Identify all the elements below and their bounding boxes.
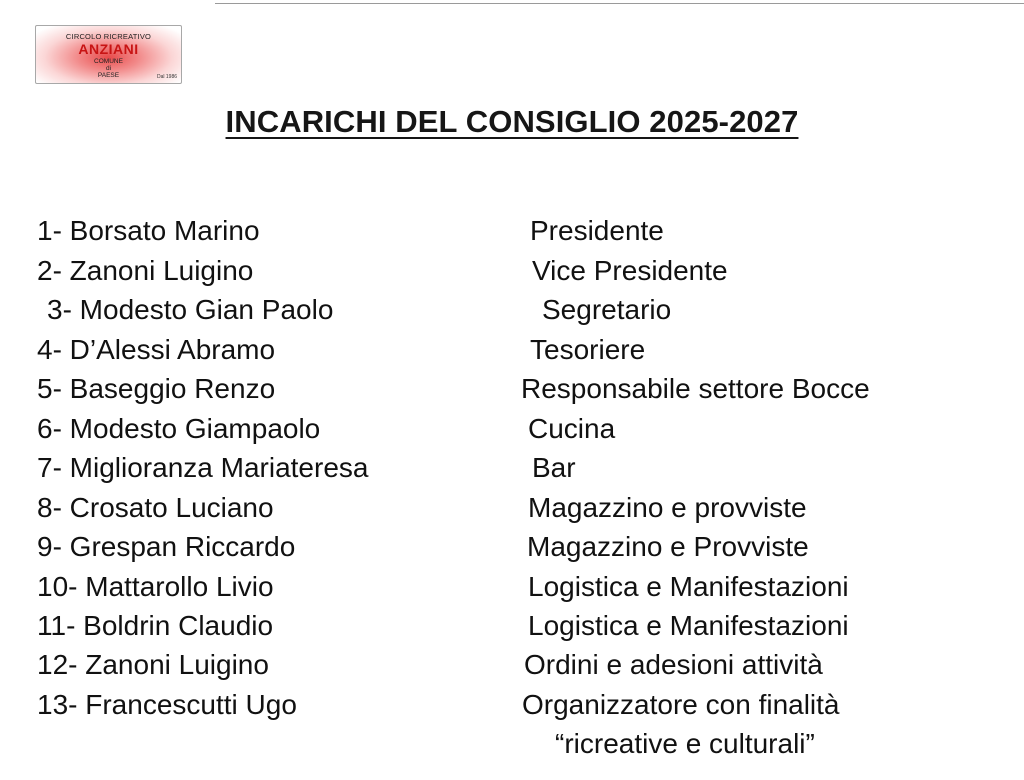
page-title-text: INCARICHI DEL CONSIGLIO 2025-2027 (225, 104, 799, 139)
member-name: 8- Crosato Luciano (37, 492, 274, 523)
top-border-line (215, 3, 1024, 4)
list-item (0, 330, 1024, 370)
member-name: 11- Boldrin Claudio (37, 610, 274, 641)
logo-line-1: COMUNE (94, 58, 123, 65)
list-item (0, 685, 1024, 725)
logo-main-text: ANZIANI (78, 41, 139, 57)
member-role: Magazzino e Provviste (527, 531, 809, 562)
list-item (0, 527, 1024, 567)
member-role: Ordini e adesioni attività (524, 649, 823, 680)
list-item (0, 448, 1024, 488)
member-role: Cucina (528, 413, 616, 444)
list-item (0, 488, 1024, 528)
list-item (0, 645, 1024, 685)
list-item (0, 251, 1024, 291)
role-continuation-note: “ricreative e culturali” (555, 728, 815, 759)
logo-since-text: Dal 1986 (156, 74, 177, 80)
member-name: 13- Francescutti Ugo (37, 689, 297, 720)
list-item (0, 290, 1024, 330)
member-role: Organizzatore con finalità (522, 689, 840, 720)
club-logo (35, 25, 182, 84)
member-role: Magazzino e provviste (528, 492, 807, 523)
member-role: Segretario (542, 294, 672, 325)
member-role: Presidente (530, 215, 664, 246)
member-name: 10- Mattarollo Livio (37, 571, 274, 602)
logo-top-text: CIRCOLO RICREATIVO (65, 32, 152, 41)
list-item (0, 409, 1024, 449)
member-name: 1- Borsato Marino (37, 215, 260, 246)
list-item (0, 369, 1024, 409)
member-role: Logistica e Manifestazioni (528, 571, 849, 602)
member-name: 4- D’Alessi Abramo (37, 334, 276, 365)
member-name: 12- Zanoni Luigino (37, 649, 269, 680)
member-name: 2- Zanoni Luigino (37, 255, 254, 286)
member-role: Bar (532, 452, 576, 483)
member-name: 7- Miglioranza Mariateresa (37, 452, 369, 483)
page-title (0, 104, 1024, 140)
logo-line-3: PAESE (97, 72, 120, 79)
member-role: Vice Presidente (532, 255, 728, 286)
member-name: 5- Baseggio Renzo (37, 373, 276, 404)
list-item (0, 567, 1024, 607)
member-role: Responsabile settore Bocce (521, 373, 870, 404)
member-name: 9- Grespan Riccardo (37, 531, 296, 562)
member-role: Tesoriere (530, 334, 646, 365)
member-name: 6- Modesto Giampaolo (37, 413, 321, 444)
list-item (0, 606, 1024, 646)
member-name: 3- Modesto Gian Paolo (47, 294, 334, 325)
list-item (0, 211, 1024, 251)
logo-line-2: di (105, 65, 112, 72)
member-role: Logistica e Manifestazioni (528, 610, 849, 641)
